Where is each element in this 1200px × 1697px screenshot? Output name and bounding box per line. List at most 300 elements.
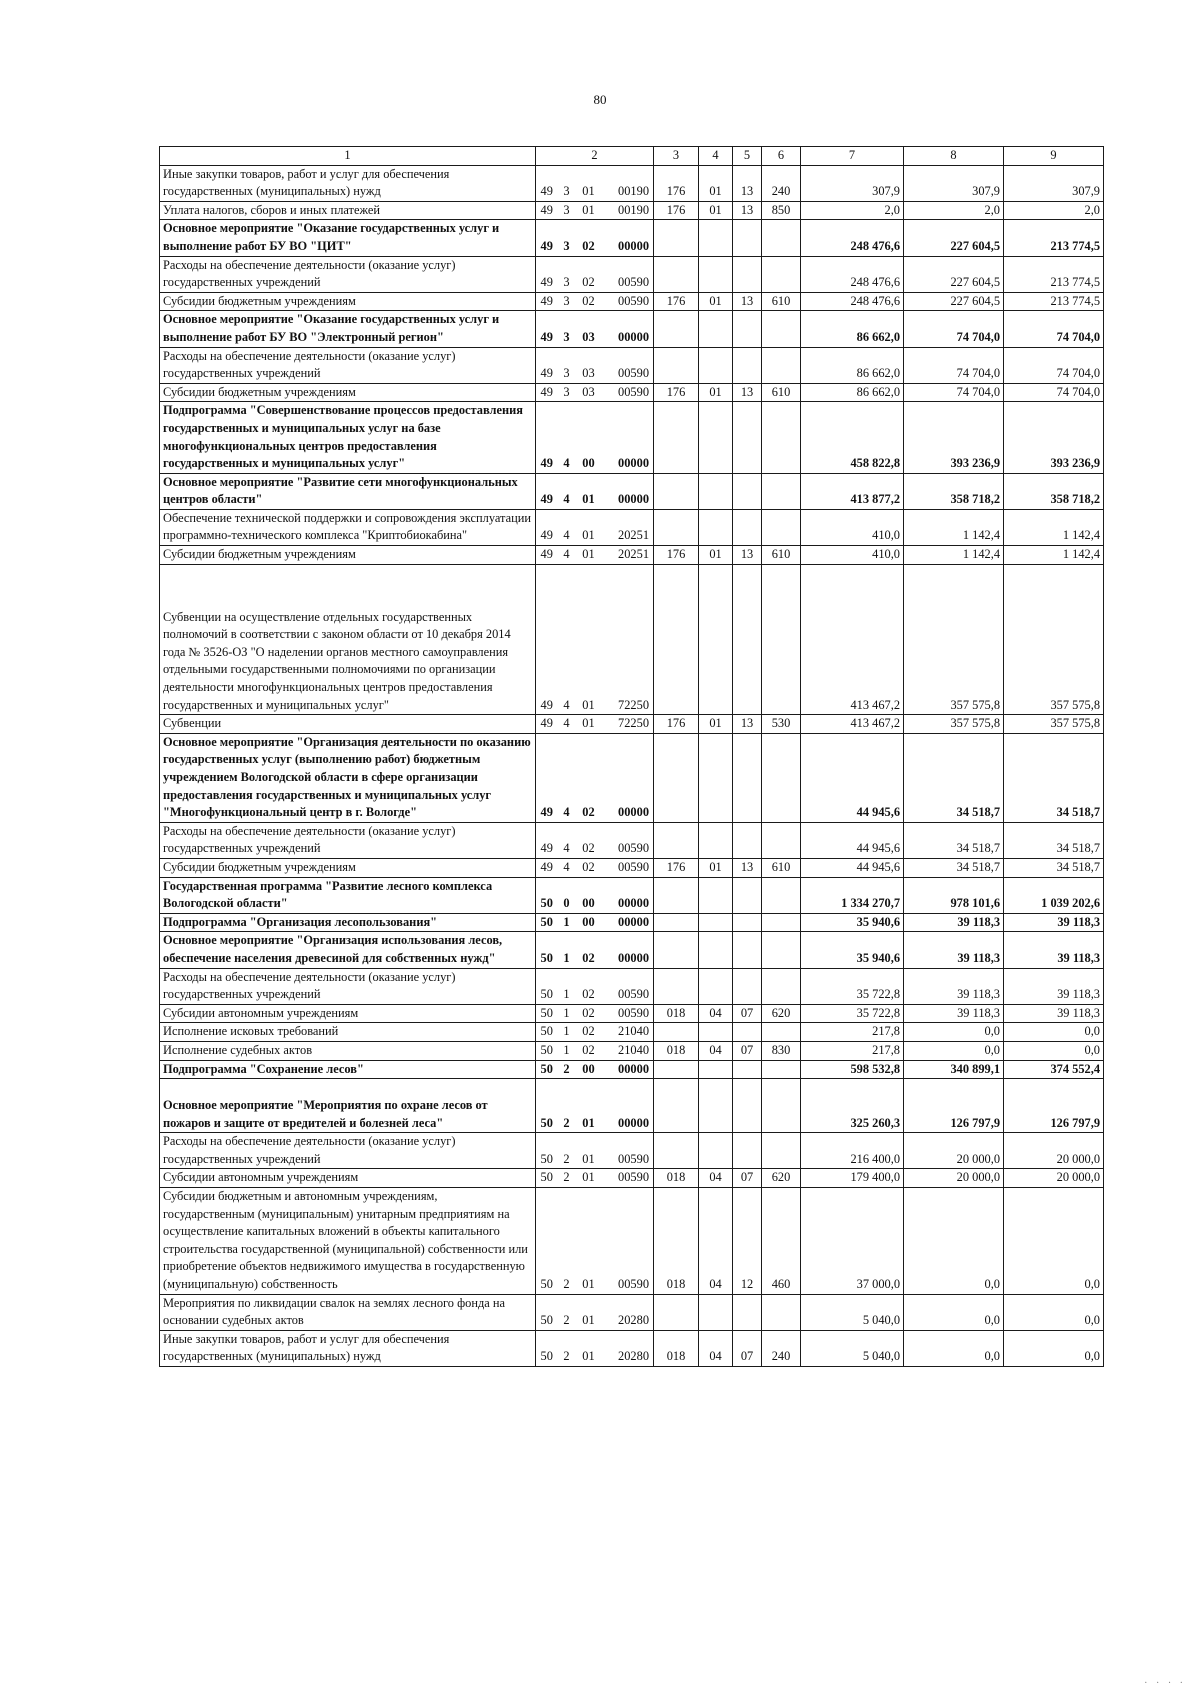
- subsection-code: 13: [733, 715, 762, 734]
- code-subprogram: 3: [558, 220, 576, 256]
- table-row: [160, 509, 1104, 545]
- expense-type-code: [762, 256, 801, 292]
- amount-year-2: 126 797,9: [904, 1079, 1004, 1133]
- subsection-code: [733, 509, 762, 545]
- row-name: Основное мероприятие "Мероприятия по охране лесов от пожаров и защите от вредителей и болезней леса": [160, 1079, 536, 1133]
- section-code: [699, 1133, 733, 1169]
- column-header: 4: [699, 147, 733, 166]
- code-subprogram: 0: [558, 877, 576, 913]
- subsection-code: [733, 1133, 762, 1169]
- amount-year-2: 1 142,4: [904, 546, 1004, 565]
- section-code: [699, 402, 733, 473]
- code-direction: 20280: [602, 1294, 654, 1330]
- code-direction: 00000: [602, 1060, 654, 1079]
- code-subprogram: 4: [558, 733, 576, 822]
- section-code: [699, 733, 733, 822]
- amount-year-2: 0,0: [904, 1041, 1004, 1060]
- amount-year-2: 227 604,5: [904, 292, 1004, 311]
- code-subprogram: 1: [558, 1023, 576, 1042]
- amount-year-3: 374 552,4: [1004, 1060, 1104, 1079]
- code-subprogram: 2: [558, 1294, 576, 1330]
- amount-year-3: 34 518,7: [1004, 858, 1104, 877]
- code-program: 49: [536, 473, 558, 509]
- section-code: 04: [699, 1169, 733, 1188]
- code-subprogram: 1: [558, 932, 576, 968]
- amount-year-3: 358 718,2: [1004, 473, 1104, 509]
- code-subprogram: 3: [558, 256, 576, 292]
- subsection-code: 13: [733, 546, 762, 565]
- table-row: [160, 473, 1104, 509]
- amount-year-2: 74 704,0: [904, 311, 1004, 347]
- column-header: 3: [654, 147, 699, 166]
- amount-year-2: 358 718,2: [904, 473, 1004, 509]
- amount-year-1: 35 940,6: [801, 932, 904, 968]
- expense-type-code: 610: [762, 546, 801, 565]
- row-name: Расходы на обеспечение деятельности (оказание услуг) государственных учреждений: [160, 822, 536, 858]
- ministry-code: 176: [654, 858, 699, 877]
- ministry-code: 176: [654, 715, 699, 734]
- amount-year-1: 413 467,2: [801, 715, 904, 734]
- code-direction: 00000: [602, 1079, 654, 1133]
- subsection-code: [733, 877, 762, 913]
- subsection-code: 13: [733, 858, 762, 877]
- ministry-code: [654, 733, 699, 822]
- ministry-code: 018: [654, 1041, 699, 1060]
- amount-year-1: 5 040,0: [801, 1294, 904, 1330]
- code-direction: 00000: [602, 913, 654, 932]
- amount-year-1: 179 400,0: [801, 1169, 904, 1188]
- code-direction: 00190: [602, 165, 654, 201]
- row-name: Исполнение судебных актов: [160, 1041, 536, 1060]
- subsection-code: [733, 402, 762, 473]
- code-direction: 00000: [602, 932, 654, 968]
- code-program: 50: [536, 913, 558, 932]
- section-code: [699, 1023, 733, 1042]
- amount-year-3: 39 118,3: [1004, 932, 1104, 968]
- code-program: 49: [536, 822, 558, 858]
- amount-year-2: 307,9: [904, 165, 1004, 201]
- amount-year-1: 86 662,0: [801, 347, 904, 383]
- expense-type-code: 240: [762, 1330, 801, 1366]
- amount-year-3: 74 704,0: [1004, 311, 1104, 347]
- section-code: 04: [699, 1330, 733, 1366]
- amount-year-1: 37 000,0: [801, 1188, 904, 1295]
- table-row: [160, 877, 1104, 913]
- section-code: [699, 1079, 733, 1133]
- code-event: 02: [576, 858, 602, 877]
- amount-year-1: 216 400,0: [801, 1133, 904, 1169]
- section-code: 04: [699, 1041, 733, 1060]
- amount-year-3: 1 142,4: [1004, 546, 1104, 565]
- table-row: [160, 1060, 1104, 1079]
- amount-year-1: 410,0: [801, 509, 904, 545]
- amount-year-2: 0,0: [904, 1330, 1004, 1366]
- amount-year-2: 74 704,0: [904, 347, 1004, 383]
- expense-type-code: [762, 877, 801, 913]
- expense-type-code: [762, 347, 801, 383]
- amount-year-2: 0,0: [904, 1294, 1004, 1330]
- row-name: Субсидии бюджетным и автономным учреждениям, государственным (муниципальным) унитарным предприятиям на осуществление капитальных вложений в объекты капитального строительства государственной (муниципальной) собственности или приобретение объектов недвижимого имущества в государственную (муниципальную) собственность: [160, 1188, 536, 1295]
- row-name: Субсидии бюджетным учреждениям: [160, 292, 536, 311]
- ministry-code: [654, 913, 699, 932]
- code-direction: 21040: [602, 1041, 654, 1060]
- ministry-code: 176: [654, 383, 699, 402]
- code-event: 01: [576, 1133, 602, 1169]
- expense-type-code: [762, 932, 801, 968]
- amount-year-3: 34 518,7: [1004, 822, 1104, 858]
- code-direction: 72250: [602, 715, 654, 734]
- code-event: 01: [576, 1079, 602, 1133]
- table-row: [160, 1294, 1104, 1330]
- code-direction: 00000: [602, 733, 654, 822]
- section-code: [699, 1294, 733, 1330]
- code-direction: 00000: [602, 473, 654, 509]
- code-event: 02: [576, 733, 602, 822]
- amount-year-3: 357 575,8: [1004, 715, 1104, 734]
- amount-year-3: 213 774,5: [1004, 256, 1104, 292]
- code-event: 01: [576, 546, 602, 565]
- ministry-code: 018: [654, 1330, 699, 1366]
- table-row: [160, 564, 1104, 715]
- expense-type-code: 620: [762, 1004, 801, 1023]
- ministry-code: [654, 968, 699, 1004]
- code-program: 49: [536, 564, 558, 715]
- ministry-code: 176: [654, 292, 699, 311]
- row-name: Субсидии автономным учреждениям: [160, 1169, 536, 1188]
- code-program: 50: [536, 1169, 558, 1188]
- code-program: 50: [536, 968, 558, 1004]
- amount-year-2: 227 604,5: [904, 220, 1004, 256]
- code-event: 02: [576, 968, 602, 1004]
- row-name: Основное мероприятие "Оказание государственных услуг и выполнение работ БУ ВО "Электронный регион": [160, 311, 536, 347]
- amount-year-3: 357 575,8: [1004, 564, 1104, 715]
- section-code: 01: [699, 383, 733, 402]
- table-row: [160, 220, 1104, 256]
- subsection-code: 07: [733, 1041, 762, 1060]
- ministry-code: 018: [654, 1169, 699, 1188]
- expense-type-code: 610: [762, 292, 801, 311]
- row-name: Субсидии бюджетным учреждениям: [160, 383, 536, 402]
- code-program: 49: [536, 256, 558, 292]
- code-subprogram: 3: [558, 165, 576, 201]
- expense-type-code: [762, 220, 801, 256]
- code-event: 03: [576, 383, 602, 402]
- code-direction: 00590: [602, 383, 654, 402]
- code-event: 02: [576, 932, 602, 968]
- amount-year-2: 34 518,7: [904, 733, 1004, 822]
- code-direction: 00190: [602, 201, 654, 220]
- amount-year-3: 39 118,3: [1004, 1004, 1104, 1023]
- row-name: Основное мероприятие "Развитие сети многофункциональных центров области": [160, 473, 536, 509]
- table-row: [160, 1133, 1104, 1169]
- code-event: 01: [576, 1188, 602, 1295]
- amount-year-1: 413 877,2: [801, 473, 904, 509]
- column-header: 7: [801, 147, 904, 166]
- table-row: [160, 822, 1104, 858]
- code-program: 49: [536, 311, 558, 347]
- subsection-code: [733, 1079, 762, 1133]
- amount-year-1: 598 532,8: [801, 1060, 904, 1079]
- code-program: 49: [536, 165, 558, 201]
- row-name: Расходы на обеспечение деятельности (оказание услуг) государственных учреждений: [160, 968, 536, 1004]
- amount-year-1: 44 945,6: [801, 822, 904, 858]
- row-name: Обеспечение технической поддержки и сопровождения эксплуатации программно-технического комплекса "Криптобиокабина": [160, 509, 536, 545]
- code-subprogram: 1: [558, 1004, 576, 1023]
- code-direction: 20280: [602, 1330, 654, 1366]
- amount-year-3: 1 039 202,6: [1004, 877, 1104, 913]
- code-direction: 00590: [602, 1004, 654, 1023]
- code-event: 00: [576, 913, 602, 932]
- code-program: 49: [536, 292, 558, 311]
- amount-year-2: 39 118,3: [904, 968, 1004, 1004]
- expense-type-code: [762, 509, 801, 545]
- code-event: 02: [576, 1041, 602, 1060]
- amount-year-3: 39 118,3: [1004, 968, 1104, 1004]
- column-header: 5: [733, 147, 762, 166]
- budget-table: [159, 146, 1104, 1367]
- code-program: 49: [536, 715, 558, 734]
- amount-year-1: 86 662,0: [801, 383, 904, 402]
- amount-year-2: 39 118,3: [904, 913, 1004, 932]
- code-direction: 21040: [602, 1023, 654, 1042]
- code-event: 03: [576, 347, 602, 383]
- row-name: Подпрограмма "Сохранение лесов": [160, 1060, 536, 1079]
- amount-year-3: 0,0: [1004, 1188, 1104, 1295]
- amount-year-2: 2,0: [904, 201, 1004, 220]
- amount-year-1: 217,8: [801, 1023, 904, 1042]
- scan-mark: · · · ·: [1144, 1678, 1186, 1689]
- table-row: [160, 1023, 1104, 1042]
- table-row: [160, 715, 1104, 734]
- ministry-code: [654, 1079, 699, 1133]
- code-direction: 00590: [602, 968, 654, 1004]
- row-name: Субсидии бюджетным учреждениям: [160, 546, 536, 565]
- section-code: [699, 509, 733, 545]
- column-header: 8: [904, 147, 1004, 166]
- column-header-row: [160, 147, 1104, 166]
- subsection-code: [733, 564, 762, 715]
- amount-year-2: 39 118,3: [904, 932, 1004, 968]
- code-event: 01: [576, 509, 602, 545]
- code-event: 02: [576, 822, 602, 858]
- amount-year-1: 248 476,6: [801, 292, 904, 311]
- code-subprogram: 4: [558, 822, 576, 858]
- code-event: 01: [576, 1294, 602, 1330]
- row-name: Подпрограмма "Организация лесопользования": [160, 913, 536, 932]
- table-row: [160, 402, 1104, 473]
- expense-type-code: [762, 473, 801, 509]
- subsection-code: [733, 256, 762, 292]
- code-subprogram: 2: [558, 1060, 576, 1079]
- row-name: Субвенции: [160, 715, 536, 734]
- amount-year-2: 1 142,4: [904, 509, 1004, 545]
- amount-year-3: 1 142,4: [1004, 509, 1104, 545]
- amount-year-1: 325 260,3: [801, 1079, 904, 1133]
- ministry-code: [654, 311, 699, 347]
- table-row: [160, 858, 1104, 877]
- code-subprogram: 2: [558, 1133, 576, 1169]
- code-subprogram: 4: [558, 715, 576, 734]
- ministry-code: [654, 1133, 699, 1169]
- subsection-code: 07: [733, 1330, 762, 1366]
- section-code: 01: [699, 715, 733, 734]
- amount-year-2: 227 604,5: [904, 256, 1004, 292]
- amount-year-2: 34 518,7: [904, 822, 1004, 858]
- ministry-code: [654, 822, 699, 858]
- code-program: 49: [536, 220, 558, 256]
- subsection-code: [733, 822, 762, 858]
- section-code: [699, 913, 733, 932]
- amount-year-1: 1 334 270,7: [801, 877, 904, 913]
- amount-year-1: 248 476,6: [801, 220, 904, 256]
- expense-type-code: 610: [762, 383, 801, 402]
- amount-year-2: 340 899,1: [904, 1060, 1004, 1079]
- amount-year-3: 126 797,9: [1004, 1079, 1104, 1133]
- ministry-code: [654, 347, 699, 383]
- section-code: [699, 932, 733, 968]
- section-code: [699, 311, 733, 347]
- section-code: 04: [699, 1004, 733, 1023]
- table-row: [160, 968, 1104, 1004]
- code-program: 50: [536, 1079, 558, 1133]
- table-row: [160, 1079, 1104, 1133]
- section-code: [699, 877, 733, 913]
- table-row: [160, 1004, 1104, 1023]
- code-program: 50: [536, 1023, 558, 1042]
- code-subprogram: 2: [558, 1330, 576, 1366]
- amount-year-2: 74 704,0: [904, 383, 1004, 402]
- expense-type-code: 620: [762, 1169, 801, 1188]
- amount-year-1: 248 476,6: [801, 256, 904, 292]
- amount-year-1: 35 722,8: [801, 968, 904, 1004]
- amount-year-1: 410,0: [801, 546, 904, 565]
- subsection-code: [733, 733, 762, 822]
- table-row: [160, 932, 1104, 968]
- amount-year-3: 0,0: [1004, 1041, 1104, 1060]
- row-name: Государственная программа "Развитие лесного комплекса Вологодской области": [160, 877, 536, 913]
- section-code: 01: [699, 292, 733, 311]
- amount-year-1: 458 822,8: [801, 402, 904, 473]
- code-program: 49: [536, 509, 558, 545]
- expense-type-code: [762, 1133, 801, 1169]
- row-name: Уплата налогов, сборов и иных платежей: [160, 201, 536, 220]
- row-name: Подпрограмма "Совершенствование процессов предоставления государственных и муниципальных услуг на базе многофункциональных центров предоставления государственных и муниципальных услуг": [160, 402, 536, 473]
- ministry-code: [654, 1060, 699, 1079]
- amount-year-1: 5 040,0: [801, 1330, 904, 1366]
- code-subprogram: 1: [558, 913, 576, 932]
- row-name: Расходы на обеспечение деятельности (оказание услуг) государственных учреждений: [160, 1133, 536, 1169]
- code-subprogram: 1: [558, 1041, 576, 1060]
- budget-table-body: [160, 147, 1104, 1367]
- subsection-code: [733, 1060, 762, 1079]
- ministry-code: 018: [654, 1188, 699, 1295]
- ministry-code: [654, 509, 699, 545]
- subsection-code: 13: [733, 201, 762, 220]
- amount-year-3: 393 236,9: [1004, 402, 1104, 473]
- row-name: Основное мероприятие "Организация использования лесов, обеспечение населения древесиной для собственных нужд": [160, 932, 536, 968]
- table-row: [160, 1041, 1104, 1060]
- code-program: 50: [536, 1294, 558, 1330]
- code-subprogram: 4: [558, 858, 576, 877]
- amount-year-3: 20 000,0: [1004, 1133, 1104, 1169]
- subsection-code: [733, 932, 762, 968]
- code-subprogram: 4: [558, 564, 576, 715]
- code-direction: 00590: [602, 1133, 654, 1169]
- column-header: 6: [762, 147, 801, 166]
- amount-year-3: 39 118,3: [1004, 913, 1104, 932]
- amount-year-2: 34 518,7: [904, 858, 1004, 877]
- ministry-code: [654, 473, 699, 509]
- table-row: [160, 1188, 1104, 1295]
- code-event: 02: [576, 220, 602, 256]
- ministry-code: [654, 932, 699, 968]
- code-direction: 00000: [602, 220, 654, 256]
- row-name: Основное мероприятие "Организация деятельности по оказанию государственных услуг (выполнению работ) бюджетным учреждением Вологодской области в сфере организации предоставления государственных и муниципальных услуг "Многофункциональный центр в г. Вологде": [160, 733, 536, 822]
- subsection-code: 13: [733, 165, 762, 201]
- code-event: 00: [576, 877, 602, 913]
- amount-year-1: 35 722,8: [801, 1004, 904, 1023]
- code-direction: 20251: [602, 509, 654, 545]
- code-direction: 00000: [602, 877, 654, 913]
- subsection-code: [733, 968, 762, 1004]
- section-code: [699, 256, 733, 292]
- code-direction: 00590: [602, 858, 654, 877]
- code-subprogram: 2: [558, 1079, 576, 1133]
- code-program: 49: [536, 733, 558, 822]
- expense-type-code: [762, 1060, 801, 1079]
- ministry-code: [654, 1023, 699, 1042]
- code-direction: 00590: [602, 256, 654, 292]
- amount-year-3: 0,0: [1004, 1294, 1104, 1330]
- code-program: 49: [536, 858, 558, 877]
- expense-type-code: 830: [762, 1041, 801, 1060]
- amount-year-3: 213 774,5: [1004, 292, 1104, 311]
- ministry-code: [654, 877, 699, 913]
- amount-year-3: 307,9: [1004, 165, 1104, 201]
- code-event: 00: [576, 402, 602, 473]
- expense-type-code: [762, 564, 801, 715]
- table-row: [160, 546, 1104, 565]
- amount-year-3: 34 518,7: [1004, 733, 1104, 822]
- code-program: 49: [536, 347, 558, 383]
- code-program: 49: [536, 546, 558, 565]
- code-program: 49: [536, 383, 558, 402]
- subsection-code: [733, 1294, 762, 1330]
- ministry-code: [654, 564, 699, 715]
- code-program: 50: [536, 1188, 558, 1295]
- amount-year-1: 307,9: [801, 165, 904, 201]
- code-event: 03: [576, 311, 602, 347]
- row-name: Иные закупки товаров, работ и услуг для обеспечения государственных (муниципальных) нужд: [160, 1330, 536, 1366]
- row-name: Основное мероприятие "Оказание государственных услуг и выполнение работ БУ ВО "ЦИТ": [160, 220, 536, 256]
- code-subprogram: 2: [558, 1188, 576, 1295]
- page-number: 80: [593, 92, 607, 107]
- code-event: 01: [576, 564, 602, 715]
- code-subprogram: 3: [558, 292, 576, 311]
- section-code: 01: [699, 546, 733, 565]
- code-direction: 72250: [602, 564, 654, 715]
- section-code: 01: [699, 165, 733, 201]
- code-subprogram: 1: [558, 968, 576, 1004]
- ministry-code: [654, 1294, 699, 1330]
- subsection-code: [733, 1023, 762, 1042]
- code-event: 01: [576, 715, 602, 734]
- code-event: 02: [576, 1004, 602, 1023]
- code-subprogram: 4: [558, 402, 576, 473]
- section-code: 01: [699, 858, 733, 877]
- subsection-code: 12: [733, 1188, 762, 1295]
- amount-year-1: 2,0: [801, 201, 904, 220]
